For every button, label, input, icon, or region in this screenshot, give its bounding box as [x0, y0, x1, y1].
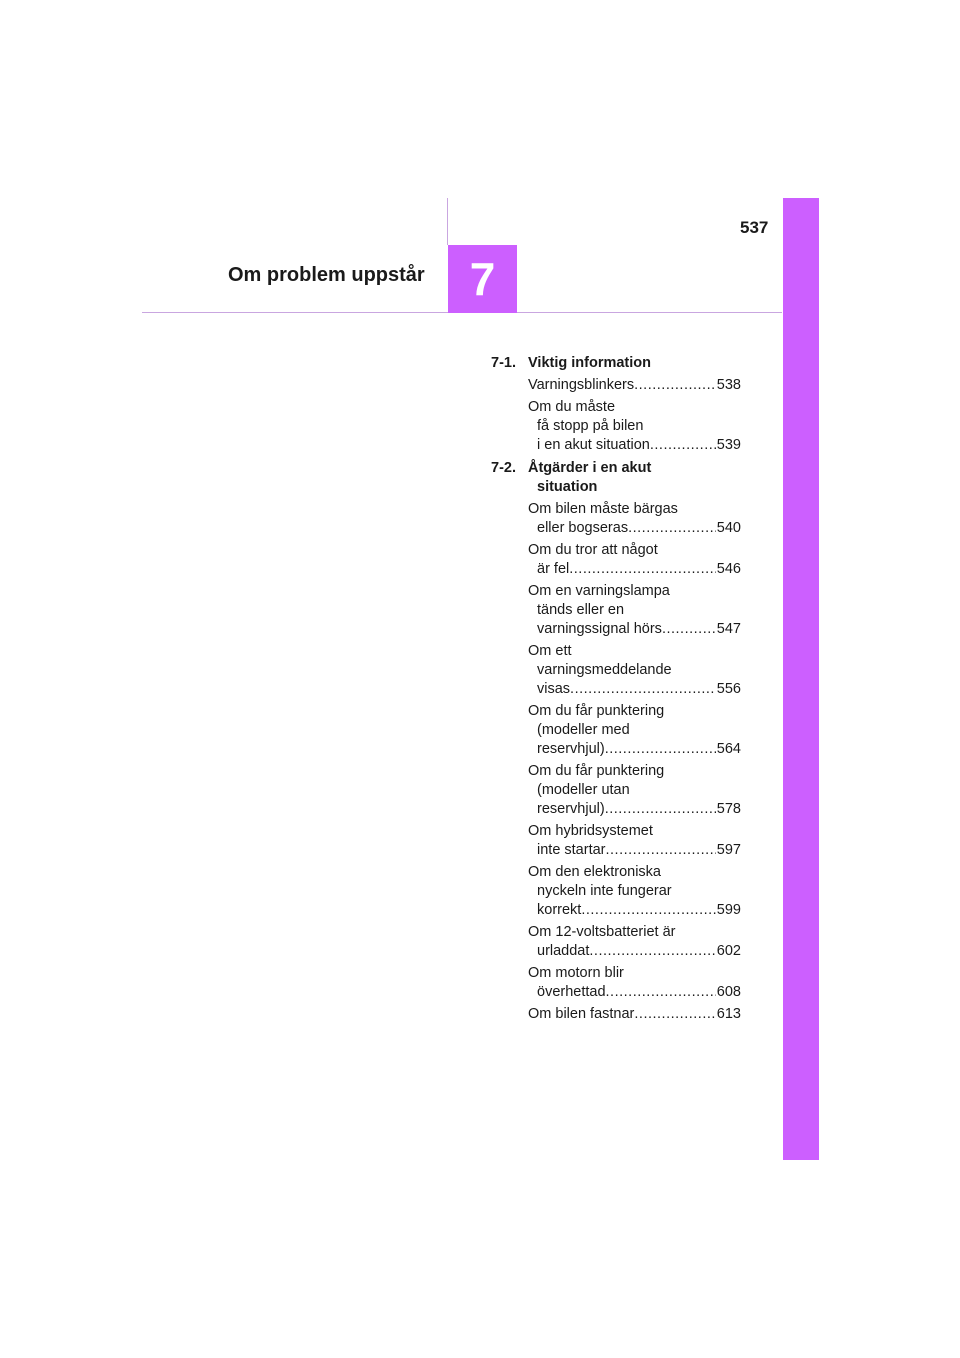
toc-entry-page: 538	[716, 377, 741, 393]
toc-section	[491, 354, 741, 455]
toc-entry-text: Om ett	[528, 643, 572, 659]
page-number: 537	[740, 218, 769, 237]
toc-entry-text: inte startar	[537, 842, 606, 858]
toc-entry-line	[528, 702, 741, 721]
toc-leader-dots	[650, 436, 716, 455]
toc-section-title-line: Åtgärder i en akut	[528, 460, 652, 476]
toc-entry-text: Varningsblinkers	[528, 377, 635, 393]
toc-entry-text: varningssignal hörs	[537, 621, 662, 637]
toc-entry[interactable]	[528, 822, 741, 860]
toc-entry-text: nyckeln inte fungerar	[537, 883, 672, 899]
toc-entry-text: varningsmeddelande	[537, 662, 672, 678]
toc-entry-text: (modeller utan	[537, 782, 630, 798]
toc-entry-line	[528, 436, 741, 455]
toc-entry-text: reservhjul)	[537, 801, 605, 817]
toc-section-heading	[491, 459, 741, 497]
toc-entry-page: 540	[716, 520, 741, 536]
toc-entry-line	[528, 800, 741, 819]
toc-leader-dots	[634, 376, 716, 395]
toc-entry[interactable]	[528, 541, 741, 579]
toc-entry[interactable]	[528, 702, 741, 759]
toc-entry-text: Om du måste	[528, 399, 616, 415]
toc-entry-line	[528, 417, 741, 436]
toc-entry-line	[528, 983, 741, 1002]
toc-entry-text: i en akut situation	[537, 437, 650, 453]
toc-entry-line	[528, 601, 741, 620]
header-divider-vertical	[447, 198, 448, 245]
toc-entry-text: Om 12-voltsbatteriet är	[528, 924, 676, 940]
toc-entry-page: 599	[716, 902, 741, 918]
toc-section-title-line: Viktig information	[528, 355, 651, 371]
toc-section-title	[528, 354, 741, 373]
toc-entry-text: Om den elektroniska	[528, 864, 661, 880]
toc-entry-page: 564	[716, 741, 741, 757]
toc-entry[interactable]	[528, 398, 741, 455]
toc-entry[interactable]	[528, 582, 741, 639]
toc-section-title-line: situation	[537, 479, 598, 495]
toc-entry-line	[528, 500, 741, 519]
toc-leader-dots	[606, 983, 716, 1002]
chapter-side-tab	[783, 198, 819, 1160]
toc-entry-text: visas	[537, 681, 571, 697]
toc-entry-text: Om motorn blir	[528, 965, 624, 981]
toc-entry-text: överhettad	[537, 984, 606, 1000]
toc-leader-dots	[570, 680, 716, 699]
toc-leader-dots	[634, 1005, 715, 1024]
toc-entry-line	[528, 721, 741, 740]
table-of-contents	[491, 354, 741, 1028]
toc-entry-text: urladdat	[537, 943, 590, 959]
toc-entry-text: Om en varningslampa	[528, 583, 670, 599]
toc-entry-line	[528, 923, 741, 942]
toc-entry-text: Om bilen fastnar	[528, 1006, 635, 1022]
toc-entry-text: få stopp på bilen	[537, 418, 644, 434]
toc-leader-dots	[605, 800, 716, 819]
toc-entry-line	[528, 642, 741, 661]
toc-section	[491, 459, 741, 1024]
toc-entry-page: 546	[716, 561, 741, 577]
toc-leader-dots	[606, 841, 716, 860]
toc-leader-dots	[605, 740, 716, 759]
toc-entry-line	[528, 901, 741, 920]
chapter-title: Om problem uppstår	[228, 264, 425, 286]
toc-entry-page: 608	[716, 984, 741, 1000]
toc-entry-page: 613	[716, 1006, 741, 1022]
toc-entry-text: reservhjul)	[537, 741, 605, 757]
toc-entry-text: är fel	[537, 561, 570, 577]
toc-leader-dots	[628, 519, 716, 538]
toc-entry-line	[528, 661, 741, 680]
toc-entry-text: (modeller med	[537, 722, 630, 738]
toc-entry-line	[528, 762, 741, 781]
toc-leader-dots	[662, 620, 716, 639]
chapter-number: 7	[469, 253, 496, 305]
toc-entry[interactable]	[528, 1005, 741, 1024]
toc-entry-text: Om hybridsystemet	[528, 823, 653, 839]
toc-entry-line	[528, 582, 741, 601]
toc-section-title	[528, 459, 741, 497]
toc-entry-line	[528, 519, 741, 538]
toc-entry-page: 539	[716, 437, 741, 453]
toc-entry-line	[528, 863, 741, 882]
toc-entry[interactable]	[528, 762, 741, 819]
toc-entry-page: 602	[716, 943, 741, 959]
toc-entry[interactable]	[528, 376, 741, 395]
toc-section-number: 7-2.	[491, 460, 516, 476]
toc-entry-page: 547	[716, 621, 741, 637]
toc-entry-text: tänds eller en	[537, 602, 625, 618]
toc-entry-line	[528, 882, 741, 901]
toc-entry-line	[528, 1005, 741, 1024]
toc-entry-page: 597	[716, 842, 741, 858]
toc-entry[interactable]	[528, 923, 741, 961]
toc-section-number: 7-1.	[491, 355, 516, 371]
toc-entry-line	[528, 680, 741, 699]
toc-entry-text: Om du får punktering	[528, 763, 665, 779]
toc-entry-line	[528, 541, 741, 560]
toc-entry-text: Om du tror att något	[528, 542, 658, 558]
toc-entry-text: Om bilen måste bärgas	[528, 501, 678, 517]
toc-entry-line	[528, 620, 741, 639]
toc-entry-line	[528, 398, 741, 417]
toc-entry[interactable]	[528, 964, 741, 1002]
toc-entry-line	[528, 740, 741, 759]
toc-entry-text: eller bogseras	[537, 520, 629, 536]
toc-entry-text: korrekt	[537, 902, 582, 918]
chapter-number-box	[448, 245, 517, 313]
toc-entry-line	[528, 841, 741, 860]
toc-entry-page: 556	[716, 681, 741, 697]
toc-entry-line	[528, 560, 741, 579]
toc-entry-line	[528, 942, 741, 961]
toc-entry-line	[528, 964, 741, 983]
toc-entry-line	[528, 822, 741, 841]
toc-entry-text: Om du får punktering	[528, 703, 665, 719]
toc-leader-dots	[569, 560, 716, 579]
toc-entry-line	[528, 376, 741, 395]
toc-entry[interactable]	[528, 642, 741, 699]
toc-entry-page: 578	[716, 801, 741, 817]
toc-entry[interactable]	[528, 863, 741, 920]
toc-entry[interactable]	[528, 500, 741, 538]
toc-section-heading	[491, 354, 741, 373]
toc-leader-dots	[589, 942, 715, 961]
toc-entry-line	[528, 781, 741, 800]
toc-leader-dots	[581, 901, 715, 920]
